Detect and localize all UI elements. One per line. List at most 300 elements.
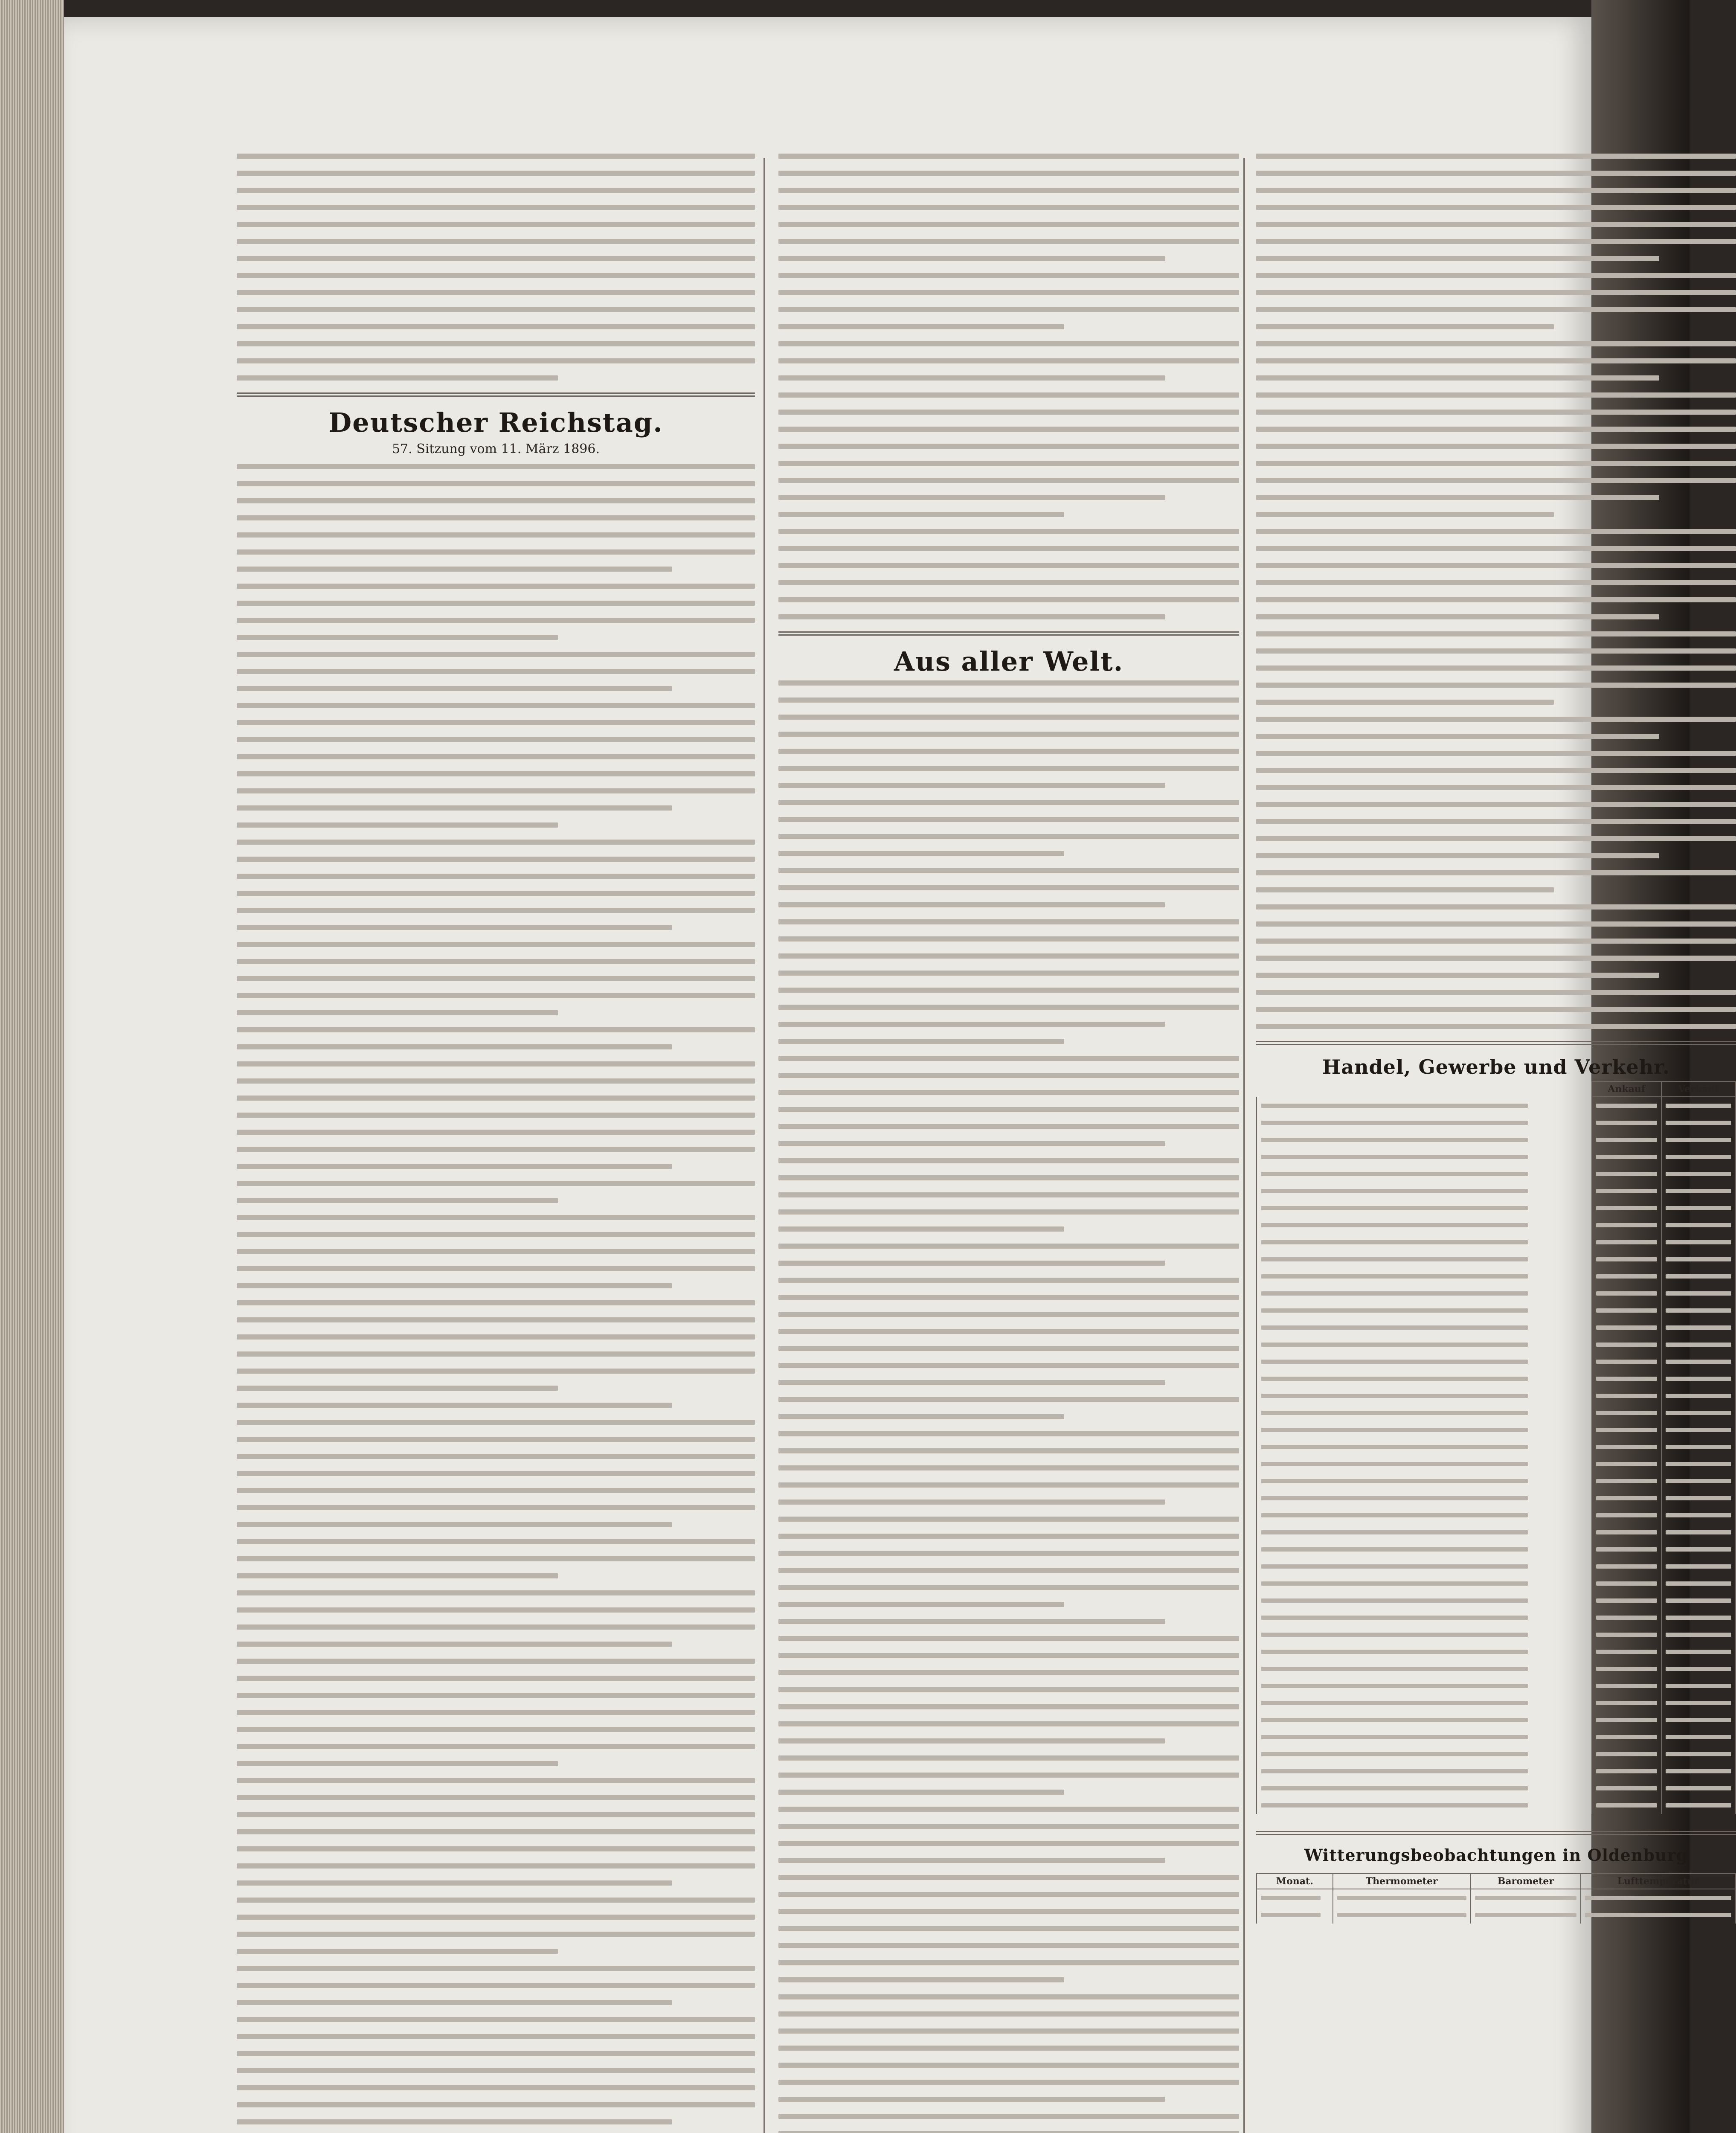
text-line-placeholder xyxy=(778,580,1239,585)
text-line-placeholder xyxy=(778,512,1064,517)
table-cell-placeholder xyxy=(1592,1336,1661,1353)
table-cell-placeholder xyxy=(1661,1302,1736,1319)
table-cell-placeholder xyxy=(1661,1114,1736,1131)
table-cell-placeholder xyxy=(1257,1780,1592,1797)
table-row xyxy=(1257,1114,1736,1131)
text-line-placeholder xyxy=(778,410,1239,415)
table-cell-placeholder xyxy=(1257,1165,1592,1183)
text-line-placeholder xyxy=(778,1517,1239,1522)
text-line-placeholder xyxy=(778,1312,1239,1317)
table-cell-placeholder xyxy=(1592,1609,1661,1626)
weather-header-barometer: Barometer xyxy=(1471,1874,1581,1889)
section-divider xyxy=(1256,1041,1736,1045)
text-line-placeholder xyxy=(237,1147,755,1152)
text-line-placeholder xyxy=(237,1590,755,1595)
text-line-placeholder xyxy=(237,1949,558,1954)
text-line-placeholder xyxy=(237,2051,755,2056)
table-row xyxy=(1257,1387,1736,1404)
text-line-placeholder xyxy=(778,1039,1064,1044)
text-line-placeholder xyxy=(237,1795,755,1800)
text-line-placeholder xyxy=(237,601,755,606)
text-line-placeholder xyxy=(1256,700,1554,705)
table-row xyxy=(1257,1694,1736,1712)
text-line-placeholder xyxy=(778,1773,1239,1778)
text-line-placeholder xyxy=(237,1522,672,1527)
text-line-placeholder xyxy=(237,2085,755,2090)
weather-header-air-temperature: Lufttemperatur xyxy=(1581,1874,1736,1889)
text-line-placeholder xyxy=(237,1966,755,1971)
table-cell-placeholder xyxy=(1592,1387,1661,1404)
text-line-placeholder xyxy=(1256,1007,1736,1012)
table-cell-placeholder xyxy=(1592,1643,1661,1660)
table-cell-placeholder xyxy=(1257,1200,1592,1217)
table-cell-placeholder xyxy=(1257,1404,1592,1421)
text-line-placeholder xyxy=(778,988,1239,993)
text-line-placeholder xyxy=(778,1619,1165,1624)
table-row xyxy=(1257,1558,1736,1575)
table-cell-placeholder xyxy=(1592,1490,1661,1507)
table-cell-placeholder xyxy=(1257,1131,1592,1148)
text-line-placeholder xyxy=(778,680,1239,686)
table-cell-placeholder xyxy=(1257,1694,1592,1712)
table-row xyxy=(1257,1336,1736,1353)
table-cell-placeholder xyxy=(1661,1609,1736,1626)
table-cell-placeholder xyxy=(1592,1200,1661,1217)
table-cell-placeholder xyxy=(1592,1473,1661,1490)
text-line-placeholder xyxy=(1256,751,1736,756)
text-line-placeholder xyxy=(778,1534,1239,1539)
text-line-placeholder xyxy=(1256,853,1659,858)
table-cell-placeholder xyxy=(1257,1097,1592,1114)
text-line-placeholder xyxy=(1256,256,1659,261)
table-cell-placeholder xyxy=(1257,1906,1333,1924)
text-line-placeholder xyxy=(237,1283,672,1288)
table-cell-placeholder xyxy=(1661,1780,1736,1797)
text-line-placeholder xyxy=(237,1437,755,1442)
text-line-placeholder xyxy=(237,618,755,623)
table-cell-placeholder xyxy=(1592,1507,1661,1524)
table-row xyxy=(1257,1353,1736,1370)
table-cell-placeholder xyxy=(1592,1746,1661,1763)
table-cell-placeholder xyxy=(1661,1490,1736,1507)
text-line-placeholder xyxy=(778,1278,1239,1283)
text-line-placeholder xyxy=(1256,870,1736,875)
table-cell-placeholder xyxy=(1257,1729,1592,1746)
text-line-placeholder xyxy=(1256,580,1736,585)
section-divider xyxy=(1256,1831,1736,1835)
text-line-placeholder xyxy=(1256,461,1736,466)
text-line-placeholder xyxy=(778,1841,1239,1846)
text-line-placeholder xyxy=(237,1915,755,1920)
text-line-placeholder xyxy=(237,1846,755,1851)
text-line-placeholder xyxy=(778,1482,1239,1488)
weather-table xyxy=(1256,1873,1736,1924)
section-divider xyxy=(778,631,1239,636)
table-row xyxy=(1257,1575,1736,1592)
text-line-placeholder xyxy=(1256,222,1736,227)
text-line-placeholder xyxy=(237,1556,755,1561)
text-line-placeholder xyxy=(1256,887,1554,892)
text-line-placeholder xyxy=(778,256,1165,261)
text-line-placeholder xyxy=(1256,273,1736,278)
text-line-placeholder xyxy=(1256,648,1736,654)
book-page-edges xyxy=(0,0,64,2133)
table-cell-placeholder xyxy=(1257,1302,1592,1319)
text-line-placeholder xyxy=(1256,973,1659,978)
text-line-placeholder xyxy=(778,171,1239,176)
text-line-placeholder xyxy=(778,1585,1239,1590)
table-cell-placeholder xyxy=(1661,1285,1736,1302)
text-line-placeholder xyxy=(237,1181,755,1186)
subheadline-session: 57. Sitzung vom 11. März 1896. xyxy=(392,442,600,456)
text-line-placeholder xyxy=(237,1829,755,1834)
text-line-placeholder xyxy=(237,1505,755,1510)
text-line-placeholder xyxy=(778,2046,1239,2051)
text-line-placeholder xyxy=(778,885,1239,890)
table-cell-placeholder xyxy=(1592,1524,1661,1541)
table-row xyxy=(1257,1217,1736,1234)
table-cell-placeholder xyxy=(1592,1438,1661,1456)
table-cell-placeholder xyxy=(1257,1889,1333,1906)
table-cell-placeholder xyxy=(1661,1473,1736,1490)
text-line-placeholder xyxy=(1256,785,1736,790)
table-row xyxy=(1257,1421,1736,1438)
table-cell-placeholder xyxy=(1592,1677,1661,1694)
text-line-placeholder xyxy=(237,1078,755,1084)
text-line-placeholder xyxy=(778,1824,1239,1829)
table-cell-placeholder xyxy=(1257,1285,1592,1302)
table-row xyxy=(1257,1285,1736,1302)
text-line-placeholder xyxy=(237,1812,755,1817)
text-line-placeholder xyxy=(778,1363,1239,1368)
table-cell-placeholder xyxy=(1592,1797,1661,1814)
table-row xyxy=(1257,1473,1736,1490)
table-row xyxy=(1257,1524,1736,1541)
text-line-placeholder xyxy=(778,461,1239,466)
article-text-placeholder xyxy=(237,464,755,2133)
table-cell-placeholder xyxy=(1592,1165,1661,1183)
text-line-placeholder xyxy=(237,1744,755,1749)
text-line-placeholder xyxy=(778,1209,1239,1215)
text-line-placeholder xyxy=(1256,1024,1736,1029)
text-line-placeholder xyxy=(1256,341,1736,346)
text-line-placeholder xyxy=(1256,546,1736,551)
text-line-placeholder xyxy=(237,976,755,981)
text-line-placeholder xyxy=(237,669,755,674)
table-row xyxy=(1257,1438,1736,1456)
text-line-placeholder xyxy=(1256,529,1736,534)
table-cell-placeholder xyxy=(1257,1763,1592,1780)
table-cell-placeholder xyxy=(1592,1421,1661,1438)
table-cell-placeholder xyxy=(1257,1251,1592,1268)
table-cell-placeholder xyxy=(1257,1353,1592,1370)
text-line-placeholder xyxy=(237,1317,755,1322)
table-cell-placeholder xyxy=(1257,1421,1592,1438)
table-row xyxy=(1257,1302,1736,1319)
table-cell-placeholder xyxy=(1592,1353,1661,1370)
text-line-placeholder xyxy=(778,936,1239,942)
text-line-placeholder xyxy=(237,1471,755,1476)
table-cell-placeholder xyxy=(1257,1114,1592,1131)
table-row xyxy=(1257,1319,1736,1336)
table-row xyxy=(1257,1626,1736,1643)
text-line-placeholder xyxy=(778,1175,1239,1180)
text-line-placeholder xyxy=(778,1380,1165,1385)
table-cell-placeholder xyxy=(1257,1746,1592,1763)
table-cell-placeholder xyxy=(1257,1712,1592,1729)
text-line-placeholder xyxy=(1256,239,1736,244)
text-line-placeholder xyxy=(1256,665,1736,671)
text-line-placeholder xyxy=(237,567,672,572)
table-cell-placeholder xyxy=(1592,1097,1661,1114)
text-line-placeholder xyxy=(237,498,755,503)
table-cell-placeholder xyxy=(1661,1217,1736,1234)
table-row xyxy=(1257,1660,1736,1677)
table-cell-placeholder xyxy=(1592,1268,1661,1285)
table-cell-placeholder xyxy=(1661,1575,1736,1592)
table-cell-placeholder xyxy=(1661,1677,1736,1694)
table-cell-placeholder xyxy=(1661,1319,1736,1336)
table-cell-placeholder xyxy=(1661,1268,1736,1285)
headline-wetter: Witterungsbeobachtungen in Oldenburg xyxy=(1304,1845,1688,1865)
text-line-placeholder xyxy=(778,2011,1239,2017)
text-line-placeholder xyxy=(778,1943,1239,1948)
text-line-placeholder xyxy=(778,154,1239,159)
text-line-placeholder xyxy=(1256,427,1736,432)
text-line-placeholder xyxy=(1256,358,1736,363)
column-header-verkauf: Verkauf xyxy=(1661,1081,1736,1097)
text-line-placeholder xyxy=(237,1727,755,1732)
text-line-placeholder xyxy=(778,817,1239,822)
text-line-placeholder xyxy=(237,1624,755,1630)
text-line-placeholder xyxy=(237,686,672,691)
text-line-placeholder xyxy=(1256,375,1659,381)
text-line-placeholder xyxy=(1256,631,1736,636)
text-line-placeholder xyxy=(237,857,755,862)
text-line-placeholder xyxy=(1256,171,1736,176)
text-line-placeholder xyxy=(1256,904,1736,910)
text-line-placeholder xyxy=(778,427,1239,432)
table-cell-placeholder xyxy=(1661,1712,1736,1729)
text-line-placeholder xyxy=(778,1329,1239,1334)
table-row xyxy=(1257,1507,1736,1524)
article-text-placeholder xyxy=(1256,154,1736,1029)
text-line-placeholder xyxy=(778,1926,1239,1931)
table-cell-placeholder xyxy=(1257,1370,1592,1387)
text-line-placeholder xyxy=(237,1334,755,1340)
text-line-placeholder xyxy=(778,1670,1239,1675)
text-line-placeholder xyxy=(778,1892,1239,1897)
table-cell-placeholder xyxy=(1471,1889,1581,1906)
text-line-placeholder xyxy=(778,495,1165,500)
table-cell-placeholder xyxy=(1257,1797,1592,1814)
text-line-placeholder xyxy=(778,1414,1064,1419)
text-line-placeholder xyxy=(778,1261,1165,1266)
text-line-placeholder xyxy=(778,2080,1239,2085)
column-1 xyxy=(237,154,755,2133)
text-line-placeholder xyxy=(778,1346,1239,1351)
table-cell-placeholder xyxy=(1257,1438,1592,1456)
text-line-placeholder xyxy=(778,1653,1239,1658)
table-cell-placeholder xyxy=(1592,1558,1661,1575)
text-line-placeholder xyxy=(778,919,1239,924)
headline-aus-aller-welt: Aus aller Welt. xyxy=(894,646,1124,677)
text-line-placeholder xyxy=(778,1994,1239,1999)
text-line-placeholder xyxy=(778,1226,1064,1232)
table-cell-placeholder xyxy=(1257,1183,1592,1200)
text-line-placeholder xyxy=(778,2131,1239,2133)
headline-handel: Handel, Gewerbe und Verkehr. xyxy=(1322,1055,1670,1078)
text-line-placeholder xyxy=(237,2102,755,2107)
text-line-placeholder xyxy=(1256,956,1736,961)
table-row xyxy=(1257,1746,1736,1763)
table-cell-placeholder xyxy=(1257,1524,1592,1541)
text-line-placeholder xyxy=(1256,836,1736,841)
text-line-placeholder xyxy=(778,273,1239,278)
table-cell-placeholder xyxy=(1661,1558,1736,1575)
text-line-placeholder xyxy=(237,1027,755,1032)
table-cell-placeholder xyxy=(1592,1183,1661,1200)
table-cell-placeholder xyxy=(1592,1592,1661,1609)
table-cell-placeholder xyxy=(1257,1234,1592,1251)
table-cell-placeholder xyxy=(1257,1336,1592,1353)
table-cell-placeholder xyxy=(1592,1370,1661,1387)
column-rule xyxy=(1243,158,1245,2133)
text-line-placeholder xyxy=(778,732,1239,737)
text-line-placeholder xyxy=(778,1124,1239,1129)
text-line-placeholder xyxy=(237,1761,558,1766)
text-line-placeholder xyxy=(1256,802,1736,807)
course-table-spacer xyxy=(1257,1081,1592,1097)
table-row xyxy=(1257,1183,1736,1200)
text-line-placeholder xyxy=(237,1232,755,1237)
table-cell-placeholder xyxy=(1592,1541,1661,1558)
table-cell-placeholder xyxy=(1661,1131,1736,1148)
table-cell-placeholder xyxy=(1661,1746,1736,1763)
text-line-placeholder xyxy=(778,783,1165,788)
text-line-placeholder xyxy=(237,822,558,828)
table-cell-placeholder xyxy=(1257,1387,1592,1404)
table-cell-placeholder xyxy=(1661,1234,1736,1251)
headline-reichstag: Deutscher Reichstag. xyxy=(328,407,663,438)
course-report-table xyxy=(1256,1081,1736,1814)
table-cell-placeholder xyxy=(1592,1285,1661,1302)
table-cell-placeholder xyxy=(1257,1319,1592,1336)
text-line-placeholder xyxy=(1256,614,1659,619)
text-line-placeholder xyxy=(778,444,1239,449)
text-line-placeholder xyxy=(237,771,755,776)
text-line-placeholder xyxy=(778,392,1239,398)
table-row xyxy=(1257,1889,1736,1906)
table-row xyxy=(1257,1251,1736,1268)
table-cell-placeholder xyxy=(1592,1729,1661,1746)
text-line-placeholder xyxy=(237,737,755,742)
table-cell-placeholder xyxy=(1661,1507,1736,1524)
text-line-placeholder xyxy=(778,1960,1239,1965)
weather-header-month: Monat. xyxy=(1257,1874,1333,1889)
text-line-placeholder xyxy=(778,697,1239,703)
text-line-placeholder xyxy=(778,324,1064,329)
table-row xyxy=(1257,1165,1736,1183)
table-row xyxy=(1257,1797,1736,1814)
text-line-placeholder xyxy=(237,1420,755,1425)
text-line-placeholder xyxy=(237,1778,755,1783)
table-cell-placeholder xyxy=(1661,1251,1736,1268)
text-line-placeholder xyxy=(1256,307,1736,312)
table-row xyxy=(1257,1677,1736,1694)
text-line-placeholder xyxy=(778,341,1239,346)
text-line-placeholder xyxy=(778,546,1239,551)
text-line-placeholder xyxy=(237,652,755,657)
text-line-placeholder xyxy=(237,2000,672,2005)
table-row xyxy=(1257,1200,1736,1217)
text-line-placeholder xyxy=(778,1551,1239,1556)
table-row xyxy=(1257,1268,1736,1285)
text-line-placeholder xyxy=(237,1983,755,1988)
table-cell-placeholder xyxy=(1661,1797,1736,1814)
text-line-placeholder xyxy=(1256,410,1736,415)
text-line-placeholder xyxy=(778,953,1239,959)
newspaper-page xyxy=(64,17,1719,2133)
table-cell-placeholder xyxy=(1592,1251,1661,1268)
text-line-placeholder xyxy=(237,1539,755,1544)
table-cell-placeholder xyxy=(1257,1507,1592,1524)
table-row xyxy=(1257,1131,1736,1148)
text-line-placeholder xyxy=(1256,990,1736,995)
text-line-placeholder xyxy=(237,1573,558,1578)
text-line-placeholder xyxy=(778,766,1239,771)
table-cell-placeholder xyxy=(1661,1643,1736,1660)
text-line-placeholder xyxy=(237,532,755,538)
table-cell-placeholder xyxy=(1661,1421,1736,1438)
text-line-placeholder xyxy=(1256,683,1736,688)
text-line-placeholder xyxy=(237,1642,672,1647)
table-cell-placeholder xyxy=(1592,1456,1661,1473)
text-line-placeholder xyxy=(237,515,755,520)
table-cell-placeholder xyxy=(1257,1217,1592,1234)
text-line-placeholder xyxy=(778,868,1239,873)
text-line-placeholder xyxy=(778,1807,1239,1812)
text-line-placeholder xyxy=(778,715,1239,720)
table-cell-placeholder xyxy=(1257,1268,1592,1285)
table-row xyxy=(1257,1370,1736,1387)
table-row xyxy=(1257,1609,1736,1626)
text-line-placeholder xyxy=(778,1499,1165,1505)
text-line-placeholder xyxy=(778,1755,1239,1761)
table-cell-placeholder xyxy=(1592,1302,1661,1319)
text-line-placeholder xyxy=(778,971,1239,976)
text-line-placeholder xyxy=(237,2017,755,2022)
table-row xyxy=(1257,1234,1736,1251)
text-line-placeholder xyxy=(237,1113,755,1118)
column-2 xyxy=(778,154,1239,2133)
text-line-placeholder xyxy=(778,1721,1239,1726)
text-line-placeholder xyxy=(778,1636,1239,1641)
text-line-placeholder xyxy=(778,375,1165,381)
table-row xyxy=(1257,1490,1736,1507)
table-cell-placeholder xyxy=(1257,1490,1592,1507)
text-line-placeholder xyxy=(778,1875,1239,1880)
text-line-placeholder xyxy=(778,307,1239,312)
section-divider xyxy=(237,392,755,397)
text-line-placeholder xyxy=(237,1130,755,1135)
column-3 xyxy=(1256,154,1736,1924)
text-line-placeholder xyxy=(778,614,1165,619)
table-row xyxy=(1257,1643,1736,1660)
table-row xyxy=(1257,1404,1736,1421)
text-line-placeholder xyxy=(1256,444,1736,449)
text-line-placeholder xyxy=(237,1454,755,1459)
